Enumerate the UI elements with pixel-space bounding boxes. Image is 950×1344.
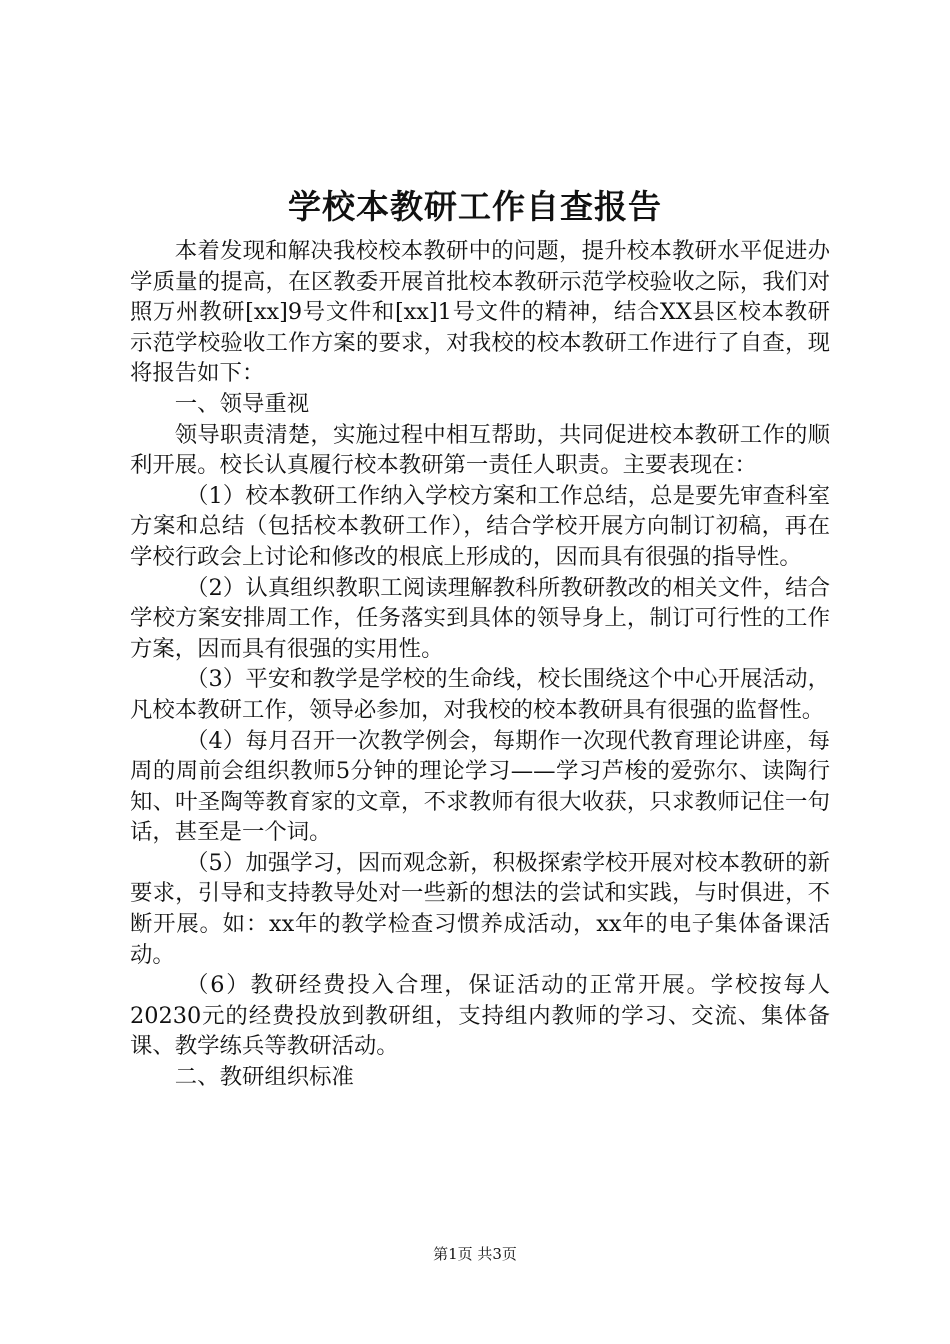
section-heading-leadership: 一、领导重视 (174, 390, 310, 417)
list-item-2: （2）认真组织教职工阅读理解教科所教研教改的相关文件，结合学校方案安排周工作，任务落实到具体的领导身上，制订可行性的工作方案，因而具有很强的实用性。 (130, 574, 830, 662)
section-heading-organization: 二、教研组织标准 (174, 1064, 354, 1091)
list-item-6: （6）教研经费投入合理，保证活动的正常开展。学校按每人20230元的经费投放到教研组，支持组内教师的学习、交流、集体备课、教学练兵等教研活动。 (130, 972, 830, 1060)
page-footer: 第1页 共3页 (433, 1245, 517, 1263)
list-item-3: （3）平安和教学是学校的生命线，校长围绕这个中心开展活动，凡校本教研工作，领导必参加，对我校的校本教研具有很强的监督性。 (130, 666, 830, 723)
list-item-1: （1）校本教研工作纳入学校方案和工作总结，总是要先审查科室方案和总结（包括校本教研工作），结合学校开展方向制订初稿，再在学校行政会上讨论和修改的根底上形成的，因而具有很强的指导性。 (130, 482, 830, 570)
document-title: 学校本教研工作自查报告 (288, 187, 662, 226)
list-item-4: （4）每月召开一次教学例会，每期作一次现代教育理论讲座，每周的周前会组织教师5分钟的理论学习——学习芦梭的爱弥尔、读陶行知、叶圣陶等教育家的文章，不求教师有很大收获，只求教师记住一句话，甚至是一个词。 (130, 727, 830, 846)
list-item-5: （5）加强学习，因而观念新，积极探索学校开展对校本教研的新要求，引导和支持教导处对一些新的想法的尝试和实践，与时俱进，不断开展。如：xx年的教学检查习惯养成活动，xx年的电子集体备课活动。 (130, 849, 830, 968)
leadership-paragraph: 领导职责清楚，实施过程中相互帮助，共同促进校本教研工作的顺利开展。校长认真履行校本教研第一责任人职责。主要表现在： (130, 421, 830, 479)
intro-paragraph: 本着发现和解决我校校本教研中的问题，提升校本教研水平促进办学质量的提高，在区教委开展首批校本教研示范学校验收之际，我们对照万州教研[xx]9号文件和[xx]1号文件的精神，结合XX县区校本教研示范学校验收工作方案的要求，对我校的校本教研工作进行了自查，现将报告如下： (130, 238, 830, 387)
document-body (130, 236, 830, 1093)
